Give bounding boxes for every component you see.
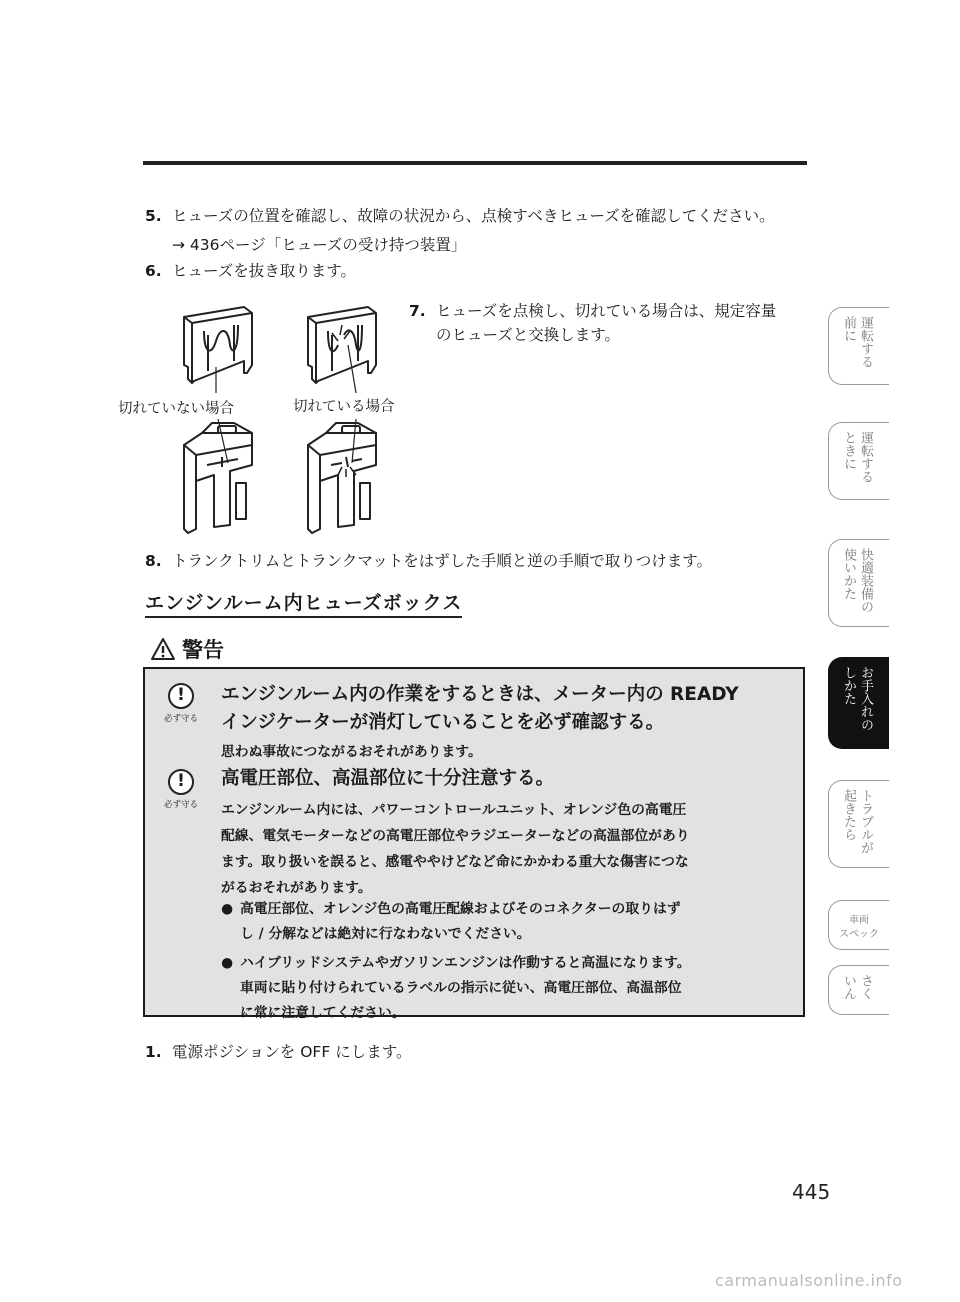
- step-1: [145, 1040, 411, 1064]
- tab-comfort-features[interactable]: 快適装備の 使いかた: [828, 539, 889, 627]
- step-5: [145, 204, 775, 228]
- tab-maintenance[interactable]: お手入れの しかた: [828, 657, 889, 749]
- step-text: ヒューズを点検し、切れている場合は、規定容量: [436, 302, 777, 320]
- warning-bullet-2-cont: 車両に貼り付けられているラベルの指示に従い、高電圧部位、高温部位: [240, 980, 682, 996]
- warning-text-2-line: 配線、電気モーターなどの高電圧部位やラジエーターなどの高温部位があり: [221, 828, 690, 844]
- fuse-ok-side-view: [184, 307, 252, 383]
- fuse-blown-side-view: [308, 307, 376, 383]
- step-number: 1.: [145, 1043, 162, 1061]
- step-6: [145, 259, 356, 283]
- warning-text-2-line: ます。取り扱いを誤ると、感電ややけどなど命にかかわる重大な傷害につな: [221, 854, 689, 870]
- step-text: 電源ポジションを OFF にします。: [172, 1043, 412, 1061]
- step-text: ヒューズの位置を確認し、故障の状況から、点検すべきヒューズを確認してください。: [172, 207, 775, 225]
- header-rule: [143, 161, 807, 165]
- icon-caption: 必ず守る: [163, 800, 198, 810]
- warning-bullet-1-cont: し / 分解などは絶対に行なわないでください。: [240, 926, 531, 942]
- tab-index[interactable]: さく いん: [828, 965, 889, 1015]
- warning-box: [143, 667, 805, 1021]
- step-number: 8.: [145, 552, 162, 570]
- warning-text-2-line: エンジンルーム内には、パワーコントロールユニット、オレンジ色の高電圧: [221, 802, 687, 818]
- warning-heading-1: エンジンルーム内の作業をするときは、メーター内の READY: [221, 684, 739, 705]
- step-7: [409, 299, 776, 323]
- warning-bullet-2-cont: に常に注意してください。: [240, 1005, 406, 1021]
- tab-while-driving[interactable]: 運転する ときに: [828, 422, 889, 500]
- page-number: 445: [792, 1180, 831, 1204]
- step-number: 6.: [145, 262, 162, 280]
- must-follow-icon: ! 必ず守る: [161, 769, 201, 810]
- tab-vehicle-specs[interactable]: 車両 スペック: [828, 900, 889, 950]
- step-text: トランクトリムとトランクマットをはずした手順と逆の手順で取りつけます。: [172, 552, 713, 570]
- warning-label: 警告: [182, 638, 224, 662]
- warning-bullet-2: ● ハイブリッドシステムやガソリンエンジンは作動すると高温になります。: [221, 955, 691, 971]
- must-follow-icon: ! 必ず守る: [161, 683, 201, 724]
- page-reference-link[interactable]: → 436ページ「ヒューズの受け持つ装置」: [172, 236, 467, 254]
- warning-text-1: 思わぬ事故につながるおそれがあります。: [221, 744, 482, 760]
- tab-troubleshooting[interactable]: トラブルが 起きたら: [828, 780, 889, 868]
- step-7-text-cont: のヒューズと交換します。: [436, 326, 620, 344]
- section-title: エンジンルーム内ヒューズボックス: [145, 588, 462, 618]
- warning-title: [150, 634, 224, 664]
- step-text: ヒューズを抜き取ります。: [172, 262, 356, 280]
- fuse-blown-front-view: [308, 423, 376, 533]
- tab-before-driving[interactable]: 運転する 前に: [828, 307, 889, 385]
- warning-bullet-1: ● 高電圧部位、オレンジ色の高電圧配線およびそのコネクターの取りはず: [221, 901, 681, 917]
- warning-triangle-icon: [150, 637, 176, 661]
- fuse-ok-front-view: [184, 423, 252, 533]
- label-blown: 切れている場合: [293, 399, 395, 415]
- icon-caption: 必ず守る: [163, 714, 198, 724]
- step-8: [145, 549, 712, 573]
- warning-heading-1-cont: インジケーターが消灯していることを必ず確認する。: [221, 712, 665, 733]
- label-not-blown: 切れていない場合: [118, 401, 234, 417]
- warning-text-2-line: がるおそれがあります。: [221, 880, 372, 896]
- step-number: 5.: [145, 207, 162, 225]
- fuse-illustration: [112, 295, 412, 545]
- warning-heading-2: 高電圧部位、高温部位に十分注意する。: [221, 768, 555, 789]
- step-number: 7.: [409, 302, 426, 320]
- watermark: carmanualsonline.info: [715, 1271, 903, 1290]
